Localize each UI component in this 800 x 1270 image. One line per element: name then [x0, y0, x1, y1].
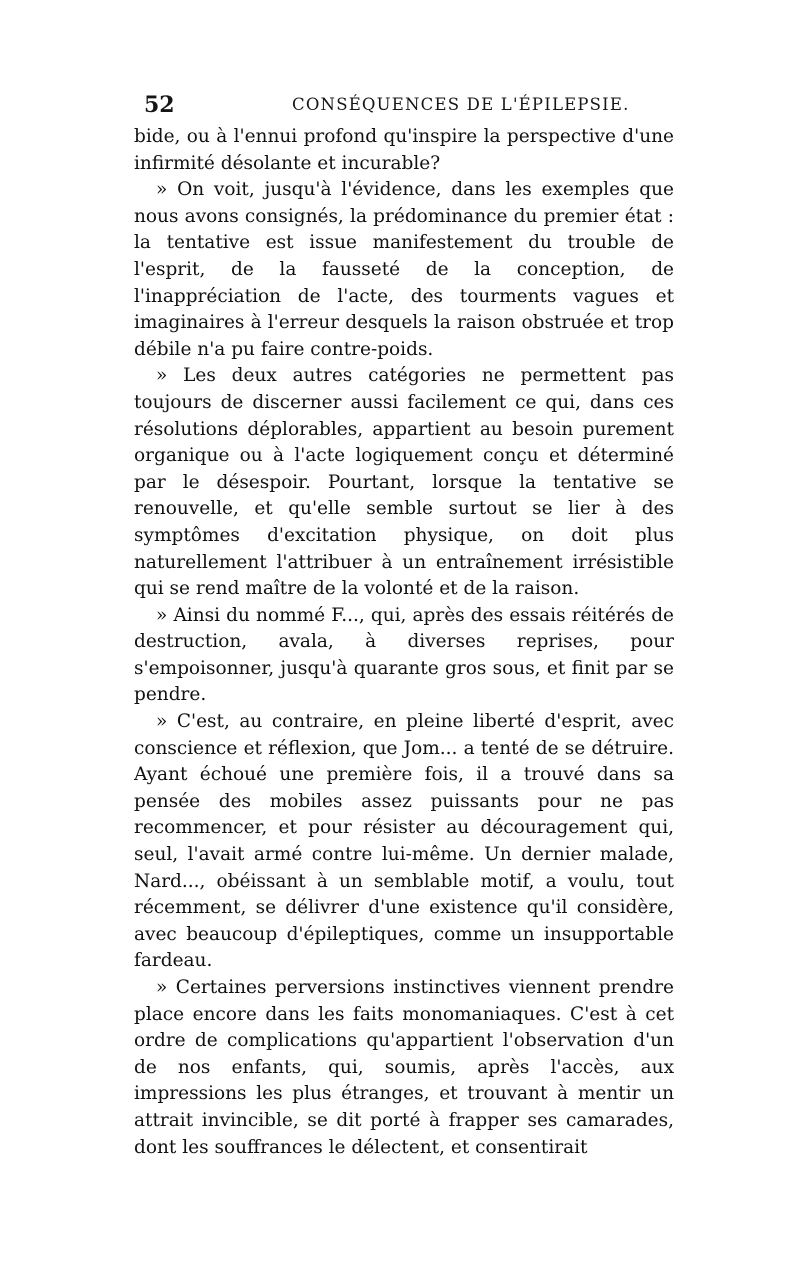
body-text: [134, 124, 674, 1161]
paragraph: » Certaines perversions instinctives viennent prendre place encore dans les faits monomaniaques. C'est à cet ordre de complications qu'appartient l'observation d'un de nos enfants, qui, soumis, après l'accès, aux impressions les plus étranges, et trouvant à mentir un attrait invincible, se dit porté à frapper ses camarades, dont les souffrances le délectent, et consentirait: [134, 977, 674, 1158]
running-title: CONSÉQUENCES DE L'ÉPILEPSIE.: [292, 95, 630, 114]
paragraph: » C'est, au contraire, en pleine liberté d'esprit, avec conscience et réflexion, que Jom... a tenté de se détruire. Ayant échoué une première fois, il a trouvé dans sa pensée des mobiles assez puissants pour ne pas recommencer, et pour résister au découragement qui, seul, l'avait armé contre lui-même. Un dernier malade, Nard..., obéissant à un semblable motif, a voulu, tout récemment, se délivrer d'une existence qu'il considère, avec beaucoup d'épileptiques, comme un insupportable fardeau.: [134, 711, 674, 972]
page-number: 52: [144, 92, 175, 118]
page-header: [132, 92, 678, 118]
paragraph: » On voit, jusqu'à l'évidence, dans les exemples que nous avons consignés, la prédominance du premier état : la tentative est issue manifestement du trouble de l'esprit, de la fausseté de la conception, de l'inappréciation de l'acte, des tourments vagues et imaginaires à l'erreur desquels la raison obstruée et trop débile n'a pu faire contre-poids.: [134, 179, 674, 360]
paragraph-continuation: bide, ou à l'ennui profond qu'inspire la perspective d'une infirmité désolante et incurable?: [134, 126, 674, 174]
paragraph: » Les deux autres catégories ne permettent pas toujours de discerner aussi facilement ce qui, dans ces résolutions déplorables, appartient au besoin purement organique ou à l'acte logiquement conçu et déterminé par le désespoir. Pourtant, lorsque la tentative se renouvelle, et qu'elle semble surtout se lier à des symptômes d'excitation physique, on doit plus naturellement l'attribuer à un entraînement irrésistible qui se rend maître de la volonté et de la raison.: [134, 365, 674, 600]
paragraph: » Ainsi du nommé F..., qui, après des essais réitérés de destruction, avala, à diverses reprises, pour s'empoisonner, jusqu'à quarante gros sous, et finit par se pendre.: [134, 604, 674, 706]
